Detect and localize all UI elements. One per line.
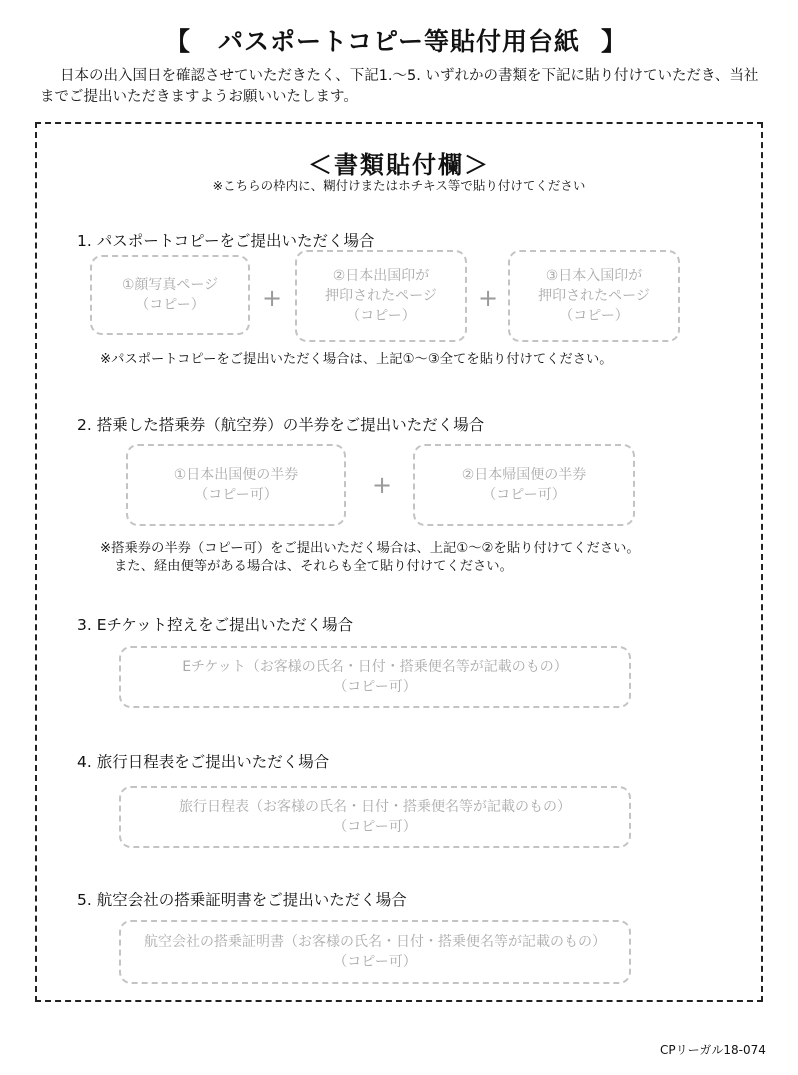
section-5-heading: 5. 航空会社の搭乗証明書をご提出いただく場合 (77, 891, 407, 909)
box-line: ①顔写真ページ (121, 277, 219, 293)
box-line: 押印されたページ (538, 288, 650, 304)
plus-icon: + (477, 284, 499, 312)
box-line: （コピー可） (194, 487, 278, 503)
section-3-box-eticket (119, 646, 631, 708)
box-line: 旅行日程表（お客様の氏名・日付・搭乗便名等が記載のもの） (179, 799, 571, 815)
title-text: パスポートコピー等貼付用台紙 (218, 27, 581, 56)
title-bracket-left: 【 (165, 27, 192, 56)
title-bracket-right: 】 (601, 27, 628, 56)
section-2-note: ※搭乗券の半券（コピー可）をご提出いただく場合は、上記①～②を貼り付けてください。 (100, 541, 640, 556)
intro-paragraph: 日本の出入国日を確認させていただきたく、下記1.～5. いずれかの書類を下記に貼り付けていただき、当社までご提出いただきますようお願いいたします。 (40, 68, 759, 105)
plus-icon: + (371, 471, 393, 499)
box-line: （コピー） (559, 308, 629, 324)
box-line: 押印されたページ (325, 288, 437, 304)
section-1-box-arrival-stamp (508, 250, 680, 342)
box-line: （コピー可） (333, 819, 417, 835)
box-line: （コピー可） (482, 487, 566, 503)
section-4-box-itinerary (119, 786, 631, 848)
section-4-heading: 4. 旅行日程表をご提出いただく場合 (77, 753, 330, 771)
section-5-box-boarding-certificate (119, 920, 631, 984)
box-line: 航空会社の搭乗証明書（お客様の氏名・日付・搭乗便名等が記載のもの） (144, 934, 606, 950)
box-line: ②日本帰国便の半券 (461, 467, 587, 483)
box-line: ①日本出国便の半券 (173, 467, 299, 483)
section-1-box-photo-page (90, 255, 250, 335)
section-2-box-outbound (126, 444, 346, 526)
section-1-note: ※パスポートコピーをご提出いただく場合は、上記①～③全てを貼り付けてください。 (100, 352, 613, 367)
frame-note: ※こちらの枠内に、糊付けまたはホチキス等で貼り付けてください (212, 178, 586, 193)
box-line: （コピー） (346, 308, 416, 324)
frame-title: ＜書類貼付欄＞ (308, 151, 490, 179)
box-line: Eチケット（お客様の氏名・日付・搭乗便名等が記載のもの） (182, 659, 568, 675)
document-code: CPリーガル18-074 (660, 1043, 766, 1057)
section-3-heading: 3. Eチケット控えをご提出いただく場合 (77, 616, 354, 634)
box-line: （コピー可） (333, 679, 417, 695)
plus-icon: + (261, 284, 283, 312)
box-line: （コピー） (135, 297, 205, 313)
box-line: （コピー可） (333, 954, 417, 970)
section-1-box-departure-stamp (295, 250, 467, 342)
box-line: ②日本出国印が (332, 268, 430, 284)
section-2-box-return (413, 444, 635, 526)
box-line: ③日本入国印が (545, 268, 643, 284)
section-1-heading: 1. パスポートコピーをご提出いただく場合 (77, 232, 375, 250)
section-2-heading: 2. 搭乗した搭乗券（航空券）の半券をご提出いただく場合 (77, 416, 485, 434)
section-2-note-continued: また、経由便等がある場合は、それらも全て貼り付けてください。 (114, 559, 513, 574)
